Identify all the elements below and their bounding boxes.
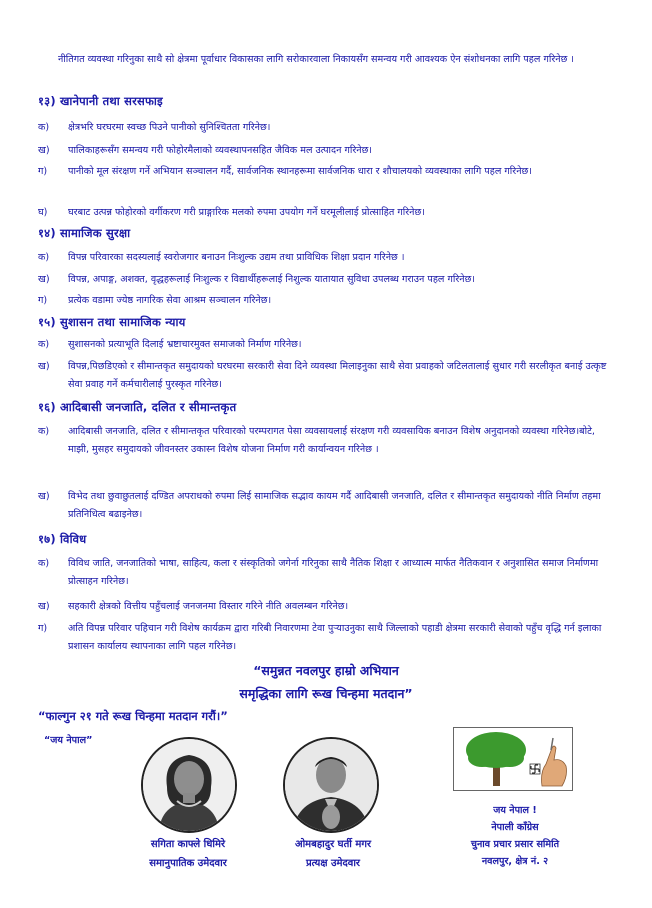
item-number: क) — [38, 252, 50, 263]
item-number: ख) — [38, 491, 50, 502]
section-heading-14: १४) सामाजिक सुरक्षा — [38, 226, 131, 240]
candidate-caption-2 — [258, 835, 408, 873]
item-text: विपन्न,पिछडिएको र सीमान्तकृत समुदायको घरघरमा सरकारी सेवा दिने व्यवस्था मिलाइनुका साथै सेवा प्रवाहको जटिलतालाई सुधार गरी सरलीकृत बनाई उत्कृष्ट सेवा प्रवाह गर्ने कर्मचारीलाई पुरस्कृत गरिनेछ। — [68, 361, 607, 390]
slogan-line-1: “समुन्नत नवलपुर हाम्रो अभियान — [253, 663, 399, 678]
candidate-photo-2 — [283, 737, 379, 833]
vote-call: “फाल्गुन २१ गते रूख चिन्हमा मतदान गरौं।” — [38, 709, 228, 723]
item-number: क) — [38, 426, 50, 437]
item-text: आदिबासी जनजाति, दलित र सीमान्तकृत परिवारको परम्परागत पेसा व्यवसायलाई संरक्षण गरी व्यवसायिक बनाउन विशेष अनुदानको व्यवस्था गरिनेछ।बोटे, माझी, मुसहर समुदायको जीवनस्तर उकास्न विशेष योजना निर्माण गरी कार्यान्वयन गरिनेछ । — [68, 426, 595, 455]
party-caption — [440, 802, 590, 870]
item-text: विविध जाति, जनजातिको भाषा, साहित्य, कला र संस्कृतिको जगेर्ना गरिनुका साथै नैतिक शिक्षा र आध्यात्म मार्फत नैतिकवान र अनुशासित समाज निर्माणमा प्रोत्साहन गरिनेछ। — [68, 558, 599, 587]
swastika-icon — [530, 764, 540, 774]
item-text: पालिकाहरूसँग समन्वय गरी फोहोरमैलाको व्यवस्थापनसहित जैविक मल उत्पादन गरिनेछ। — [68, 145, 372, 156]
hand-icon — [542, 738, 567, 786]
candidate-name: ओमबहादुर घर्ती मगर — [294, 839, 372, 850]
item-number: घ) — [38, 207, 48, 218]
jay-nepal-left: “जय नेपाल” — [44, 735, 93, 746]
item-text: विपन्न परिवारका सदस्यलाई स्वरोजगार बनाउन निःशुल्क उद्यम तथा प्राविधिक शिक्षा प्रदान गरिनेछ । — [68, 252, 405, 263]
item-text: अति विपन्न परिवार पहिचान गरी विशेष कार्यक्रम द्वारा गरिबी निवारणमा टेवा पुऱ्याउनुका साथै जिल्लाको पहाडी क्षेत्रमा सरकारी सेवाको पहुँच वृद्धि गर्न इलाका प्रशासन कार्यालय स्थापनाका लागि पहल गरिनेछ। — [68, 623, 602, 652]
item-number: ग) — [38, 623, 48, 634]
candidate-role: प्रत्यक्ष उमेदवार — [305, 858, 361, 869]
party-emblem — [453, 727, 573, 791]
item-text: पानीको मूल संरक्षण गर्ने अभियान सञ्चालन गर्दै, सार्वजनिक स्थानहरूमा सार्वजनिक धारा र शौचालयको व्यवस्थाका लागि पहल गरिनेछ। — [68, 166, 532, 177]
candidate-caption-1 — [110, 835, 266, 873]
item-text: विपन्न, अपाङ्ग, अशक्त, वृद्धहरूलाई निःशुल्क र विद्यार्थीहरूलाई निशुल्क यातायात सुविधा उपलब्ध गराउन पहल गरिनेछ। — [68, 274, 475, 285]
item-text: विभेद तथा छुवाछुतलाई दण्डित अपराधको रुपमा लिई सामाजिक सद्भाव कायम गर्दै आदिबासी जनजाति, दलित र सीमान्तकृत समुदायको नीति निर्माण तहमा प्रतिनिधित्व बढाइनेछ। — [68, 491, 601, 520]
committee-name: चुनाव प्रचार प्रसार समिति — [470, 839, 560, 850]
intro-paragraph: नीतिगत व्यवस्था गरिनुका साथै सो क्षेत्रमा पूर्वाधार विकासका लागि सरोकारवाला निकायसँग समन्वय गरी आवश्यक ऐन संशोधनका लागि पहल गरिनेछ । — [58, 54, 574, 65]
constituency: नवलपुर, क्षेत्र नं. २ — [481, 856, 549, 867]
item-number: ख) — [38, 145, 50, 156]
item-text: सहकारी क्षेत्रको वित्तीय पहुँचलाई जनजनमा विस्तार गरिने नीति अवलम्बन गरिनेछ। — [68, 601, 349, 612]
jay-nepal-right: जय नेपाल ! — [493, 805, 537, 816]
candidate-photo-1 — [141, 737, 237, 833]
item-number: ग) — [38, 166, 48, 177]
section-heading-13: १३) खानेपानी तथा सरसफाइ — [38, 94, 163, 108]
item-number: ख) — [38, 601, 50, 612]
item-number: ग) — [38, 295, 48, 306]
item-number: ख) — [38, 361, 50, 372]
item-text: सुशासनको प्रत्याभूति दिलाई भ्रष्टाचारमुक्त समाजको निर्माण गरिनेछ। — [68, 339, 302, 350]
candidate-role: समानुपातिक उमेदवार — [149, 858, 227, 869]
section-heading-15: १५) सुशासन तथा सामाजिक न्याय — [38, 315, 186, 329]
tree-icon — [454, 728, 572, 790]
candidate-name: सगिता काफ्ले धिमिरे — [150, 839, 226, 850]
item-number: ख) — [38, 274, 50, 285]
party-name: नेपाली काँग्रेस — [491, 822, 539, 833]
item-number: क) — [38, 122, 50, 133]
item-text: प्रत्येक वडामा ज्येष्ठ नागरिक सेवा आश्रम सञ्चालन गरिनेछ। — [68, 295, 272, 306]
slogan-line-2: समृद्धिका लागि रूख चिन्हमा मतदान” — [239, 686, 413, 701]
person-icon — [143, 739, 235, 831]
section-heading-16: १६) आदिबासी जनजाति, दलित र सीमान्तकृत — [38, 400, 237, 414]
section-heading-17: १७) विविध — [38, 532, 87, 546]
item-number: क) — [38, 558, 50, 569]
item-text: क्षेत्रभरि घरघरमा स्वच्छ पिउने पानीको सुनिश्चितता गरिनेछ। — [68, 122, 271, 133]
person-icon — [285, 739, 377, 831]
item-text: घरबाट उत्पन्न फोहोरको वर्गीकरण गरी प्राङ्गारिक मलको रुपमा उपयोग गर्ने घरमूलीलाई प्रोत्साहित गरिनेछ। — [68, 207, 425, 218]
item-number: क) — [38, 339, 50, 350]
